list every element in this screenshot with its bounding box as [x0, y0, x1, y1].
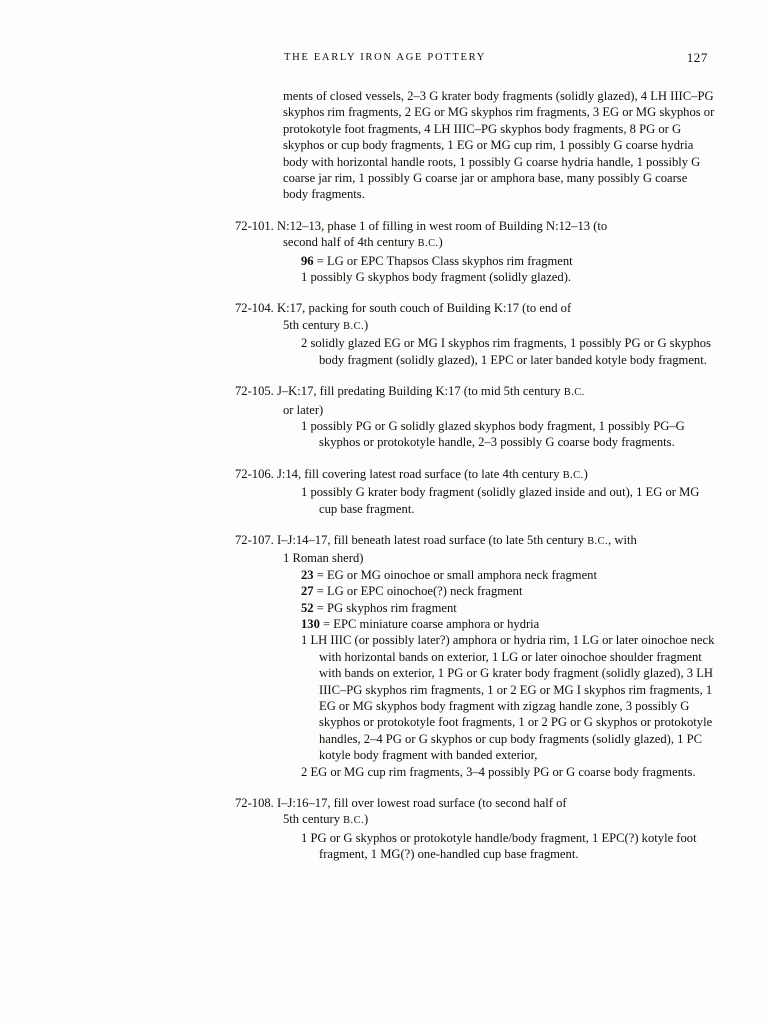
- catalog-entry-72-101: [235, 218, 715, 286]
- entry-line: 2 EG or MG cup rim fragments, 3–4 possibly PG or G coarse body fragments.: [301, 764, 696, 779]
- entry-line: 1 LH IIIC (or possibly later?) amphora or hydria rim, 1 LG or later oinochoe neck with horizontal bands on exterior, 1 LG or later oinochoe shoulder fragment with bands on exterior, 1 PG or G krater body fragment (solidly glazed), 3 LH IIIC–PG skyphos rim fragments, 1 or 2 EG or MG I skyphos rim fragments, 1 EG or MG skyphos body fragment with zigzag handle zone, 3 possibly G skyphos or protokotyle foot fragments, 1 or 2 PG or G skyphos or protokotyle handles, 2–4 PG or G skyphos or cup body fragments (solidly glazed), 1 PC kotyle body fragment with banded exterior,: [301, 633, 715, 763]
- entry-number: 72-108.: [235, 796, 274, 811]
- entry-heading-continuation: or later): [283, 402, 324, 417]
- entry-line: [283, 253, 715, 269]
- entry-heading: [235, 383, 715, 418]
- entry-heading-text: J–K:17, fill predating Building K:17 (to mid 5th century B.C.: [276, 384, 585, 399]
- entry-lines: [283, 418, 715, 451]
- entry-heading: [235, 466, 715, 484]
- entry-line-number: 96: [301, 253, 314, 268]
- entry-heading-continuation: 1 Roman sherd): [283, 551, 364, 566]
- entry-lines: [283, 567, 715, 780]
- entry-line-number: 52: [301, 600, 314, 615]
- entry-number: 72-101.: [235, 218, 274, 233]
- entry-number: 72-105.: [235, 384, 274, 399]
- entry-heading-text: J:14, fill covering latest road surface (to late 4th century B.C.): [276, 466, 588, 481]
- paragraph-text: ments of closed vessels, 2–3 G krater body fragments (solidly glazed), 4 LH IIIC–PG skyphos rim fragments, 2 EG or MG skyphos rim fragments, 3 EG or MG skyphos or protokotyle foot fragments, 4 LH IIIC–PG skyphos body fragments, 8 PG or G skyphos or cup body fragments, 1 EG or MG cup rim, 1 possibly G coarse hydria body with horizontal handle roots, 1 possibly G coarse hydria handle, 1 possibly G coarse jar rim, 1 possibly G coarse jar or amphora base, many possibly G coarse body fragments.: [283, 89, 715, 202]
- entry-heading: [235, 218, 715, 253]
- entry-heading: [235, 300, 715, 335]
- catalog-entry-72-104: [235, 300, 715, 368]
- entry-heading-text: I–J:16–17, fill over lowest road surface (to second half of: [276, 796, 567, 811]
- entry-line: 1 possibly G krater body fragment (solidly glazed inside and out), 1 EG or MG cup base fragment.: [301, 485, 700, 516]
- body-text-column: [235, 88, 715, 863]
- paragraph-continuation: [283, 88, 715, 203]
- entry-line: [283, 583, 715, 599]
- entry-line: 2 solidly glazed EG or MG I skyphos rim fragments, 1 possibly PG or G skyphos body fragment (solidly glazed), 1 EPC or later banded kotyle body fragment.: [301, 336, 711, 367]
- entry-line: [283, 269, 715, 285]
- entry-heading-text: K:17, packing for south couch of Building K:17 (to end of: [276, 301, 572, 316]
- entry-line-text: = LG or EPC oinochoe(?) neck fragment: [313, 584, 523, 599]
- catalog-entry-72-106: [235, 466, 715, 517]
- entry-lines: [283, 484, 715, 517]
- entry-heading-text: N:12–13, phase 1 of filling in west room of Building N:12–13 (to: [276, 218, 608, 233]
- entry-line: [283, 567, 715, 583]
- entry-heading-text: I–J:14–17, fill beneath latest road surface (to late 5th century B.C., with: [276, 532, 637, 547]
- page-number: 127: [686, 50, 708, 65]
- entry-heading: [235, 532, 715, 567]
- running-head-text: THE EARLY IRON AGE POTTERY: [283, 52, 486, 63]
- entry-line-text: = PG skyphos rim fragment: [313, 600, 457, 615]
- entry-line-number: 130: [301, 616, 320, 631]
- entry-heading-continuation: 5th century B.C.): [283, 812, 369, 827]
- entry-line-text: = EG or MG oinochoe or small amphora neck fragment: [313, 567, 597, 582]
- entry-line-text: = EPC miniature coarse amphora or hydria: [319, 616, 540, 631]
- entry-line-number: 23: [301, 567, 314, 582]
- entry-line: [283, 600, 715, 616]
- entry-line-text: = LG or EPC Thapsos Class skyphos rim fragment: [313, 253, 573, 268]
- entry-heading-continuation: second half of 4th century B.C.): [283, 235, 443, 250]
- catalog-entry-72-105: [235, 383, 715, 451]
- entry-heading-continuation: 5th century B.C.): [283, 317, 369, 332]
- entry-lines: [283, 335, 715, 368]
- entry-number: 72-104.: [235, 301, 274, 316]
- catalog-entry-72-108: [235, 795, 715, 863]
- catalog-entry-72-107: [235, 532, 715, 780]
- entry-line: 1 possibly PG or G solidly glazed skyphos body fragment, 1 possibly PG–G skyphos or protokotyle handle, 2–3 possibly G coarse body fragments.: [301, 418, 685, 450]
- entry-heading: [235, 795, 715, 830]
- running-head: [0, 52, 770, 63]
- entry-line: [283, 616, 715, 632]
- entry-number: 72-107.: [235, 532, 274, 547]
- entry-line-number: 27: [301, 584, 314, 599]
- entry-lines: [283, 830, 715, 863]
- entry-line: 1 PG or G skyphos or protokotyle handle/body fragment, 1 EPC(?) kotyle foot fragment, 1 MG(?) one-handled cup base fragment.: [301, 830, 697, 862]
- entry-line-text: 1 possibly G skyphos body fragment (solidly glazed).: [301, 270, 572, 285]
- entry-lines: [283, 253, 715, 286]
- entry-number: 72-106.: [235, 466, 274, 481]
